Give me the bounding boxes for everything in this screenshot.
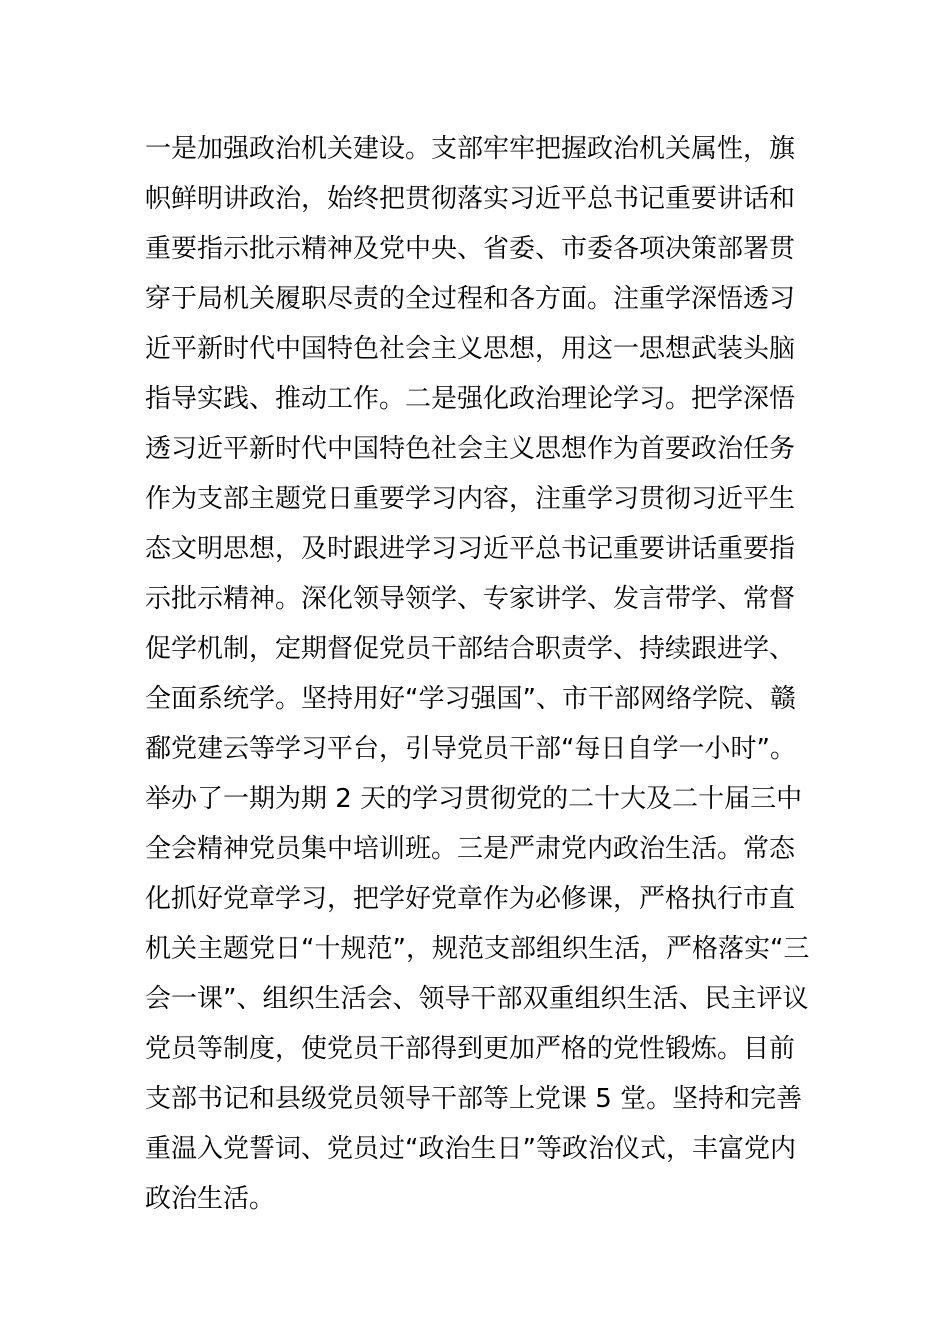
text-line: 会一课”、组织生活会、领导干部双重组织生活、民主评议 (145, 984, 809, 1014)
text-line: 穿于局机关履职尽责的全过程和各方面。注重学深悟透习 (145, 284, 796, 314)
text-line: 党员等制度，使党员干部得到更加严格的党性锻炼。目前 (145, 1034, 796, 1064)
text-line: 鄱党建云等学习平台，引导党员干部“每日自学一小时”。 (145, 734, 796, 764)
text-line: 政治生活。 (145, 1184, 276, 1214)
text-line: 全会精神党员集中培训班。三是严肃党内政治生活。常态 (145, 834, 796, 864)
text-line: 机关主题党日“十规范”，规范支部组织生活，严格落实“三 (145, 934, 810, 964)
text-line: 支部书记和县级党员领导干部等上党课 5 堂。坚持和完善 (145, 1084, 803, 1114)
text-line: 近平新时代中国特色社会主义思想，用这一思想武装头脑 (145, 334, 796, 364)
text-line: 全面系统学。坚持用好“学习强国”、市干部网络学院、赣 (145, 684, 796, 714)
text-line: 帜鲜明讲政治，始终把贯彻落实习近平总书记重要讲话和 (145, 184, 796, 214)
text-line: 一是加强政治机关建设。支部牢牢把握政治机关属性，旗 (145, 134, 796, 164)
text-line: 举办了一期为期 2 天的学习贯彻党的二十大及二十届三中 (145, 784, 803, 814)
text-line: 化抓好党章学习，把学好党章作为必修课，严格执行市直 (145, 884, 796, 914)
text-line: 指导实践、推动工作。二是强化政治理论学习。把学深悟 (145, 384, 796, 414)
document-body (145, 124, 815, 1224)
text-line: 促学机制，定期督促党员干部结合职责学、持续跟进学、 (145, 634, 796, 664)
text-line: 重温入党誓词、党员过“政治生日”等政治仪式，丰富党内 (145, 1134, 796, 1164)
text-line: 重要指示批示精神及党中央、省委、市委各项决策部署贯 (145, 234, 796, 264)
text-line: 作为支部主题党日重要学习内容，注重学习贯彻习近平生 (145, 484, 796, 514)
text-line: 示批示精神。深化领导领学、专家讲学、发言带学、常督 (145, 584, 796, 614)
text-line: 透习近平新时代中国特色社会主义思想作为首要政治任务 (145, 434, 796, 464)
text-line: 态文明思想，及时跟进学习习近平总书记重要讲话重要指 (145, 534, 796, 564)
